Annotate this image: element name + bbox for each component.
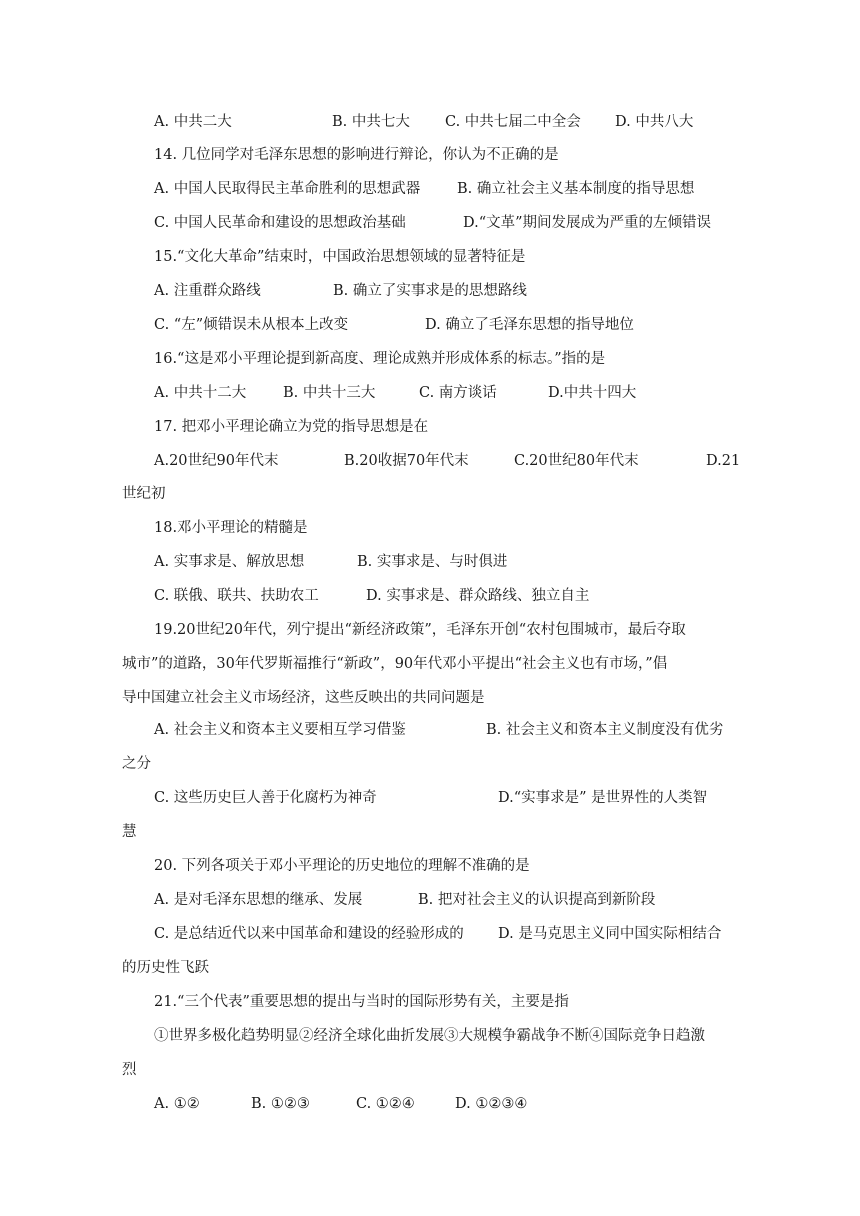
- q17-option-d: D.21: [706, 453, 741, 469]
- q14-option-c: C. 中国人民革命和建设的思想政治基础: [154, 215, 406, 231]
- q14-option-d: D.“文革”期间发展成为严重的左倾错误: [463, 215, 712, 231]
- q17-option-a: A.20世纪90年代末: [154, 453, 279, 469]
- q16-option-a: A. 中共十二大: [154, 385, 247, 401]
- q19-option-d: D.“实事求是” 是世界性的人类智: [498, 790, 708, 806]
- q21-statements: ①世界多极化趋势明显②经济全球化曲折发展③大规模争霸战争不断④国际竞争日趋激: [154, 1028, 705, 1044]
- q20-option-a: A. 是对毛泽东思想的继承、发展: [154, 892, 363, 908]
- q19-stem-line3: 导中国建立社会主义市场经济，这些反映出的共同问题是: [122, 690, 485, 706]
- q19-option-c: C. 这些历史巨人善于化腐朽为神奇: [154, 790, 377, 806]
- q21-option-c: C. ①②④: [356, 1096, 415, 1112]
- q18-option-a: A. 实事求是、解放思想: [154, 554, 305, 570]
- q13-option-c: C. 中共七届二中全会: [445, 114, 581, 130]
- q13-option-a: A. 中共二大: [154, 114, 232, 130]
- q19-option-a: A. 社会主义和资本主义要相互学习借鉴: [154, 722, 406, 738]
- q17-option-b: B.20收据70年代末: [344, 453, 469, 469]
- q21-option-a: A. ①②: [154, 1096, 200, 1112]
- q20-stem: 20. 下列各项关于邓小平理论的历史地位的理解不准确的是: [154, 858, 530, 874]
- q17-option-d-cont: 世纪初: [122, 486, 166, 502]
- q19-stem-line2: 城市”的道路，30年代罗斯福推行“新政”，90年代邓小平提出“社会主义也有市场，”倡: [122, 656, 668, 672]
- q14-option-a: A. 中国人民取得民主革命胜利的思想武器: [154, 181, 421, 197]
- q21-option-d: D. ①②③④: [455, 1096, 528, 1112]
- q15-stem: 15.“文化大革命”结束时，中国政治思想领域的显著特征是: [154, 249, 526, 265]
- q20-option-d: D. 是马克思主义同中国实际相结合: [498, 926, 722, 942]
- q14-option-b: B. 确立社会主义基本制度的指导思想: [457, 181, 695, 197]
- q17-stem: 17. 把邓小平理论确立为党的指导思想是在: [154, 419, 429, 435]
- q18-option-c: C. 联俄、联共、扶助农工: [154, 588, 319, 604]
- q15-option-a: A. 注重群众路线: [154, 283, 261, 299]
- q17-option-c: C.20世纪80年代末: [514, 453, 639, 469]
- q21-statements-cont: 烈: [122, 1062, 137, 1078]
- q14-stem: 14. 几位同学对毛泽东思想的影响进行辩论，你认为不正确的是: [154, 147, 559, 163]
- q16-option-b: B. 中共十三大: [283, 385, 376, 401]
- q15-option-d: D. 确立了毛泽东思想的指导地位: [425, 317, 634, 333]
- q18-option-d: D. 实事求是、群众路线、独立自主: [366, 588, 590, 604]
- q18-stem: 18.邓小平理论的精髓是: [154, 520, 308, 536]
- q21-stem: 21.“三个代表”重要思想的提出与当时的国际形势有关，主要是指: [154, 994, 569, 1010]
- q19-option-b: B. 社会主义和资本主义制度没有优劣: [486, 722, 724, 738]
- q20-option-b: B. 把对社会主义的认识提高到新阶段: [418, 892, 656, 908]
- q16-option-d: D.中共十四大: [548, 385, 637, 401]
- q16-stem: 16.“这是邓小平理论提到新高度、理论成熟并形成体系的标志。”指的是: [154, 351, 606, 367]
- q21-option-b: B. ①②③: [251, 1096, 310, 1112]
- q19-option-b-cont: 之分: [122, 756, 151, 772]
- q19-option-d-cont: 慧: [122, 824, 137, 840]
- q18-option-b: B. 实事求是、与时俱进: [357, 554, 508, 570]
- q15-option-b: B. 确立了实事求是的思想路线: [333, 283, 527, 299]
- q20-option-d-cont: 的历史性飞跃: [122, 960, 209, 976]
- q13-option-b: B. 中共七大: [332, 114, 410, 130]
- q15-option-c: C. “左”倾错误未从根本上改变: [154, 317, 349, 333]
- q13-option-d: D. 中共八大: [615, 114, 694, 130]
- q16-option-c: C. 南方谈话: [419, 385, 497, 401]
- q20-option-c: C. 是总结近代以来中国革命和建设的经验形成的: [154, 926, 464, 942]
- q19-stem-line1: 19.20世纪20年代，列宁提出“新经济政策”，毛泽东开创“农村包围城市，最后夺取: [154, 622, 686, 638]
